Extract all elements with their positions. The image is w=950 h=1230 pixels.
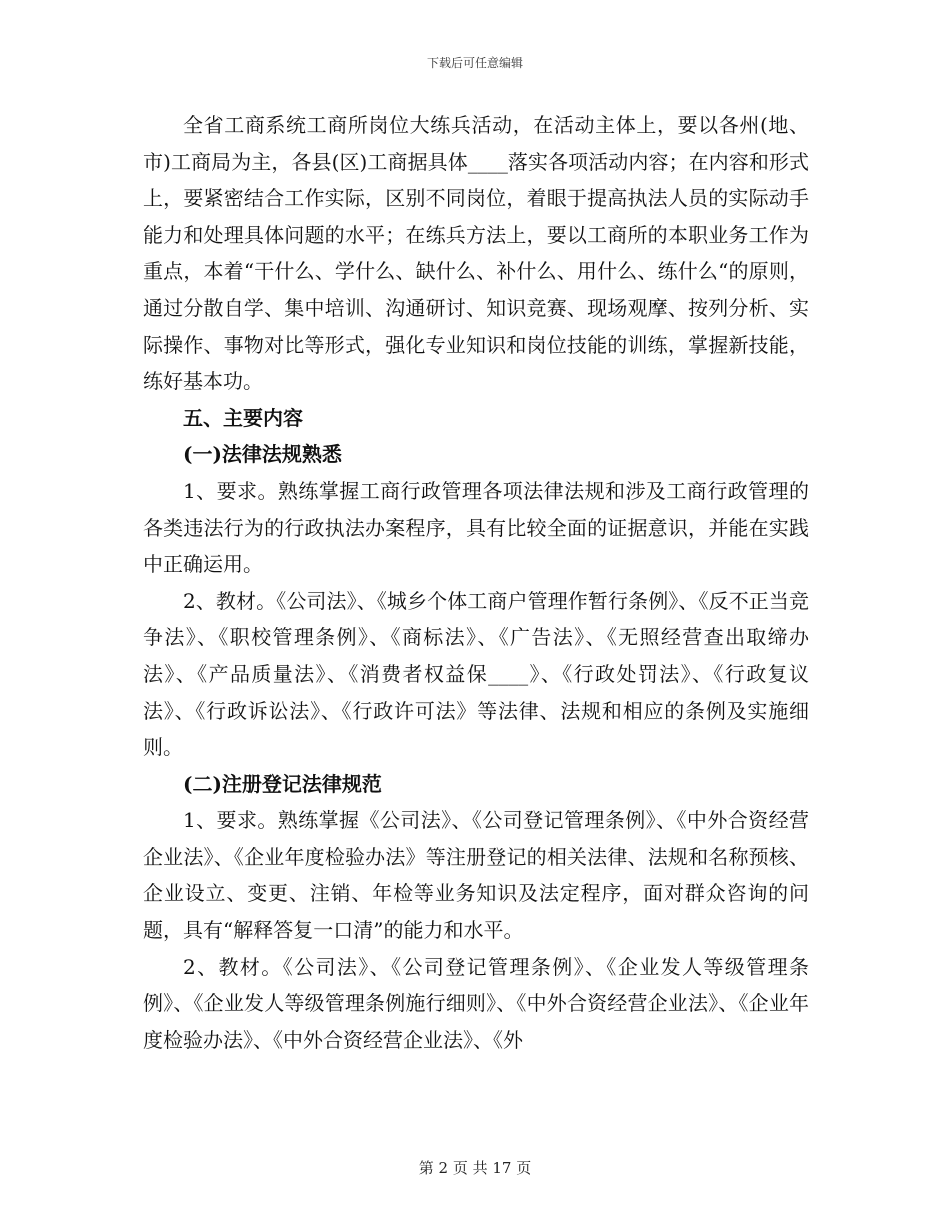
document-body (143, 107, 809, 1058)
paragraph-registration-requirement: 1、要求。熟练掌握《公司法》、《公司登记管理条例》、《中外合资经营企业法》、《企业年度检验办法》等注册登记的相关法律、法规和名称预核、企业设立、变更、注销、年检等业务知识及法定程序，面对群众咨询的问题，具有“解释答复一口清”的能力和水平。 (143, 808, 809, 943)
subsection-heading-laws: (一)法律法规熟悉 (183, 442, 342, 467)
subsection-heading-registration: (二)注册登记法律规范 (183, 771, 382, 796)
paragraph-laws-materials: 2、教材。《公司法》、《城乡个体工商户管理作暂行条例》、《反不正当竞争法》、《职校管理条例》、《商标法》、《广告法》、《无照经营查出取缔办法》、《产品质量法》、《消费者权益保____》、《行政处罚法》、《行政复议法》、《行政诉讼法》、《行政许可法》等法律、法规和相应的条例及实施细则。 (143, 588, 809, 760)
paragraph-intro: 全省工商系统工商所岗位大练兵活动，在活动主体上，要以各州(地、市)工商局为主，各县(区)工商据具体____落实各项活动内容；在内容和形式上，要紧密结合工作实际，区别不同岗位，着眼于提高执法人员的实际动手能力和处理具体问题的水平；在练兵方法上，要以工商所的本职业务工作为重点，本着“干什么、学什么、缺什么、补什么、用什么、练什么“的原则，通过分散自学、集中培训、沟通研讨、知识竞赛、现场观摩、按列分析、实际操作、事物对比等形式，强化专业知识和岗位技能的训练，掌握新技能，练好基本功。 (143, 113, 809, 394)
paragraph-laws-requirement: 1、要求。熟练掌握工商行政管理各项法律法规和涉及工商行政管理的各类违法行为的行政执法办案程序，具有比较全面的证据意识，并能在实践中正确运用。 (143, 478, 809, 577)
page-number: 第 2 页 共 17 页 (418, 1159, 532, 1177)
page-header: 下载后可任意编辑 (426, 56, 523, 70)
paragraph-registration-materials: 2、教材。《公司法》、《公司登记管理条例》、《企业发人等级管理条例》、《企业发人等级管理条例施行细则》、《中外合资经营企业法》、《企业年度检验办法》、《中外合资经营企业法》、《外 (143, 954, 809, 1052)
section-heading-main-content: 五、主要内容 (183, 405, 303, 430)
